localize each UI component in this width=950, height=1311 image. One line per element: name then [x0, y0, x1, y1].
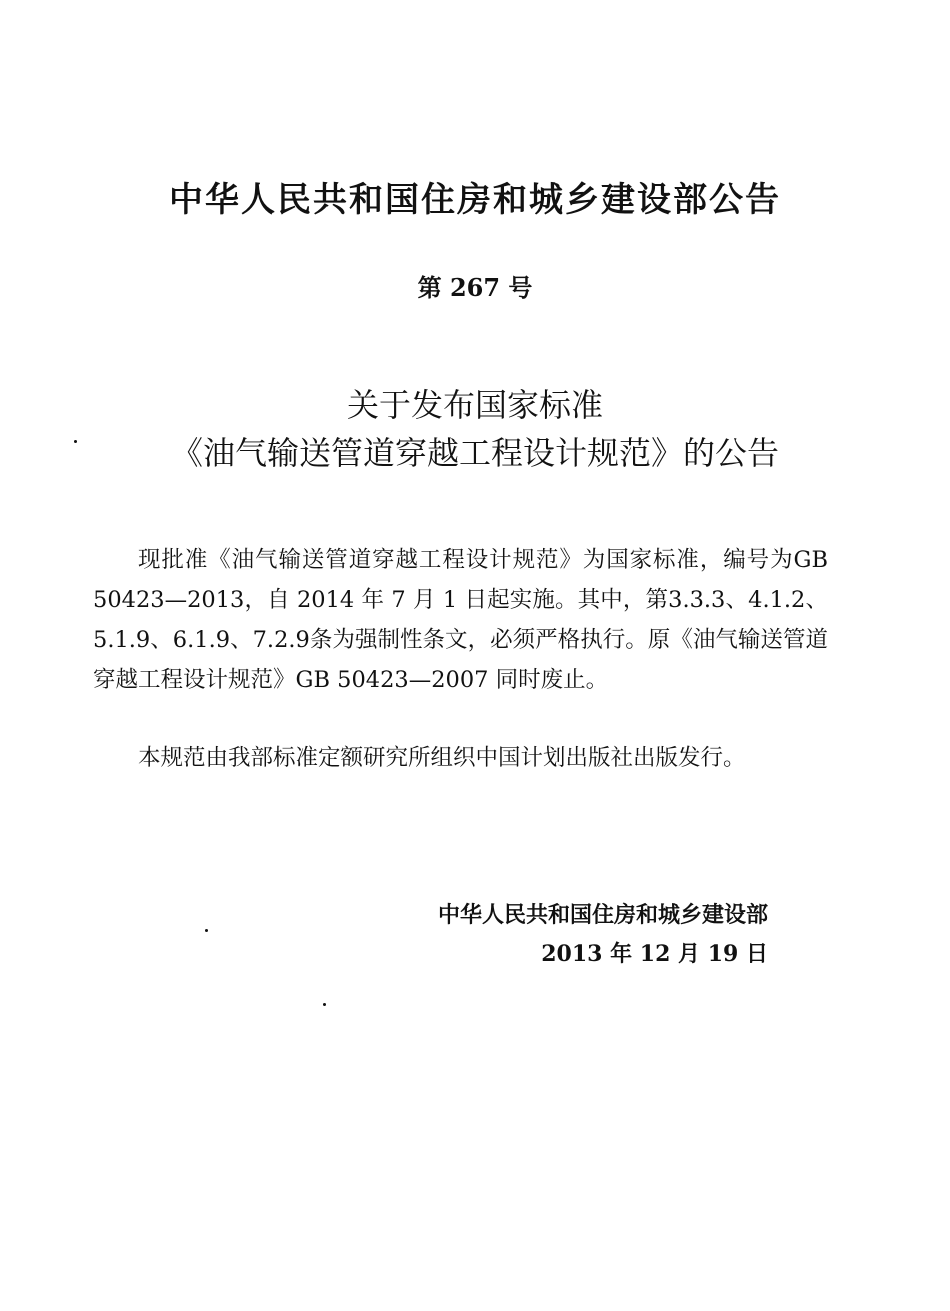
- notice-number-value: 267: [449, 273, 501, 302]
- notice-number-suffix: 号: [508, 274, 533, 302]
- scan-speck: [74, 440, 77, 443]
- body-paragraph-2-text: 本规范由我部标准定额研究所组织中国计划出版社出版发行。: [138, 745, 746, 771]
- scan-speck: [205, 929, 208, 932]
- body-paragraph-1-text: 现批准《油气输送管道穿越工程设计规范》为国家标准，编号为GB 50423—2013，自 2014 年 7 月 1 日起实施。其中，第3.3.3、4.1.2、5.1.9、6.1.9、7.2.9条为强制性条文，必须严格执行。原《油气输送管道穿越工程设计规范》GB 50423—2007 同时废止。: [93, 547, 828, 693]
- signature-date: 2013 年 12 月 19 日: [541, 941, 768, 967]
- scan-speck: [323, 1003, 326, 1006]
- notice-number-prefix: 第: [417, 274, 442, 302]
- notice-number: [0, 268, 950, 303]
- agency-title: 中华人民共和国住房和城乡建设部公告: [169, 180, 781, 220]
- subject-line-1: 关于发布国家标准: [346, 386, 603, 424]
- signature-organization: 中华人民共和国住房和城乡建设部: [437, 903, 768, 928]
- body-paragraph-2: [93, 738, 828, 778]
- subject-line-2: 《油气输送管道穿越工程设计规范》的公告: [170, 434, 779, 472]
- body-paragraph-1: [93, 540, 828, 700]
